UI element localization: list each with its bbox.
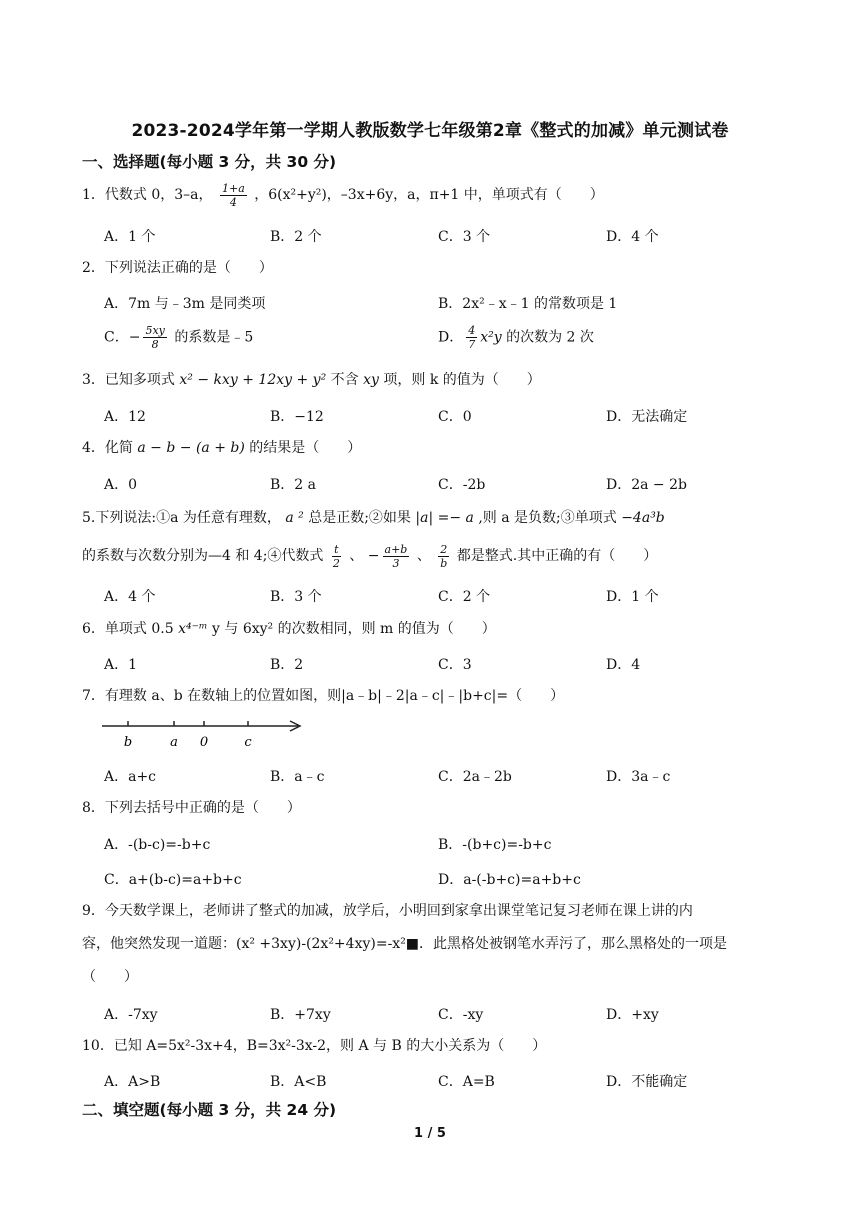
q10-option-b: B．A<B <box>270 1074 327 1090</box>
page-number: 1 / 5 <box>414 1126 446 1141</box>
q4-option-c: C．-2b <box>438 477 486 493</box>
q9-option-c: C．-xy <box>438 1007 484 1023</box>
number-line-figure <box>100 718 310 750</box>
q10-option-a: A．A>B <box>104 1074 161 1090</box>
question-8: 8．下列去括号中正确的是（ ） <box>82 800 301 816</box>
section-heading-fill: 二、填空题(每小题 3 分，共 24 分) <box>82 1101 337 1119</box>
question-9-line-1: 9．今天数学课上，老师讲了整式的加减，放学后，小明回到家拿出课堂笔记复习老师在课上讲的内 <box>82 903 693 919</box>
q7-option-c: C．2a﹣2b <box>438 769 512 785</box>
q5-option-c: C．2 个 <box>438 589 491 605</box>
q5-option-d: D．1 个 <box>606 589 659 605</box>
q8-option-c: C．a+(b-c)=a+b+c <box>104 872 242 888</box>
q6-option-d: D．4 <box>606 657 641 673</box>
q8-option-b: B．-(b+c)=-b+c <box>438 837 552 853</box>
q4-option-a: A．0 <box>104 477 138 493</box>
question-9-line-3: （ ） <box>82 969 138 985</box>
q4-option-b: B．2 a <box>270 477 316 493</box>
q1-option-b: B．2 个 <box>270 229 322 245</box>
q7-option-a: A．a+c <box>104 769 157 785</box>
q9-option-b: B．+7xy <box>270 1007 331 1023</box>
question-10: 10．已知 A=5x²-3x+4，B=3x²-3x-2，则 A 与 B 的大小关系为（ ） <box>82 1038 547 1054</box>
q1-option-d: D．4 个 <box>606 229 659 245</box>
label-c: c <box>244 735 252 750</box>
q1-option-a: A．1 个 <box>104 229 156 245</box>
section-heading-choice: 一、选择题(每小题 3 分，共 30 分) <box>82 153 337 171</box>
q7-option-b: B．a﹣c <box>270 769 325 785</box>
fraction: $\frac{1+a}{4}$ <box>221 181 245 209</box>
q3-option-c: C．0 <box>438 409 472 425</box>
q4-option-d: D．2a − 2b <box>606 477 687 493</box>
q1-option-c: C．3 个 <box>438 229 491 245</box>
label-b: b <box>123 735 133 750</box>
q2-option-d: D． $\frac{4}{7}$ x²y 的次数为 2 次 <box>438 324 594 351</box>
q6-option-c: C．3 <box>438 657 472 673</box>
q8-option-a: A．-(b-c)=-b+c <box>104 837 211 853</box>
q8-option-d: D．a-(-b+c)=a+b+c <box>438 872 581 888</box>
q5-option-a: A．4 个 <box>104 589 156 605</box>
q3-option-a: A．12 <box>104 409 146 425</box>
question-1: 1．代数式 0，3–a， $\frac{1+a}{4}$ ，6(x²+y²)，–3x+6y，a，π+1 中，单项式有（ ） <box>82 181 604 209</box>
question-5-line-2: 的系数与次数分别为—4 和 4;④代数式 $\frac{t}{2}$ 、 − $\frac{a+b}{3}$ 、 $\frac{2}{b}$ 都是整式.其中正确的有（ ） <box>82 542 658 570</box>
question-2: 2．下列说法正确的是（ ） <box>82 260 273 276</box>
question-7: 7．有理数 a、b 在数轴上的位置如图，则|a﹣b|﹣2|a﹣c|﹣|b+c|=（ ） <box>82 688 565 704</box>
question-6: 6．单项式 0.5 x⁴⁻ᵐ y 与 6xy² 的次数相同，则 m 的值为（ ） <box>82 621 496 637</box>
question-4: 4．化简 a − b − (a + b) 的结果是（ ） <box>82 440 362 456</box>
label-0: 0 <box>199 735 209 750</box>
q9-option-d: D．+xy <box>606 1007 659 1023</box>
q10-option-c: C．A=B <box>438 1074 495 1090</box>
q10-option-d: D．不能确定 <box>606 1074 688 1090</box>
question-3: 3．已知多项式 x² − kxy + 12xy + y² 不含 xy 项，则 k 的值为（ ） <box>82 372 541 388</box>
q6-option-a: A．1 <box>104 657 138 673</box>
q6-option-b: B．2 <box>270 657 304 673</box>
q9-option-a: A．-7xy <box>104 1007 158 1023</box>
page-title: 2023-2024学年第一学期人教版数学七年级第2章《整式的加减》单元测试卷 <box>131 121 729 141</box>
q7-option-d: D．3a﹣c <box>606 769 671 785</box>
q3-option-d: D．无法确定 <box>606 409 688 425</box>
q3-option-b: B．−12 <box>270 409 324 425</box>
q5-option-b: B．3 个 <box>270 589 322 605</box>
q2-option-b: B．2x²﹣x﹣1 的常数项是 1 <box>438 296 618 312</box>
question-5-line-1: 5.下列说法:①a 为任意有理数， a ² 总是正数;②如果 |a| =− a ,则 a 是负数;③单项式 −4a³b <box>82 510 665 526</box>
question-9-line-2: 容，他突然发现一道题：(x² +3xy)-(2x²+4xy)=-x²■．此黑格处被钢笔水弄污了，那么黑格处的一项是 <box>82 936 728 952</box>
q2-option-c: C．− $\frac{5xy}{8}$ 的系数是﹣5 <box>104 324 254 351</box>
q2-option-a: A．7m 与﹣3m 是同类项 <box>104 296 266 312</box>
label-a: a <box>170 735 178 750</box>
